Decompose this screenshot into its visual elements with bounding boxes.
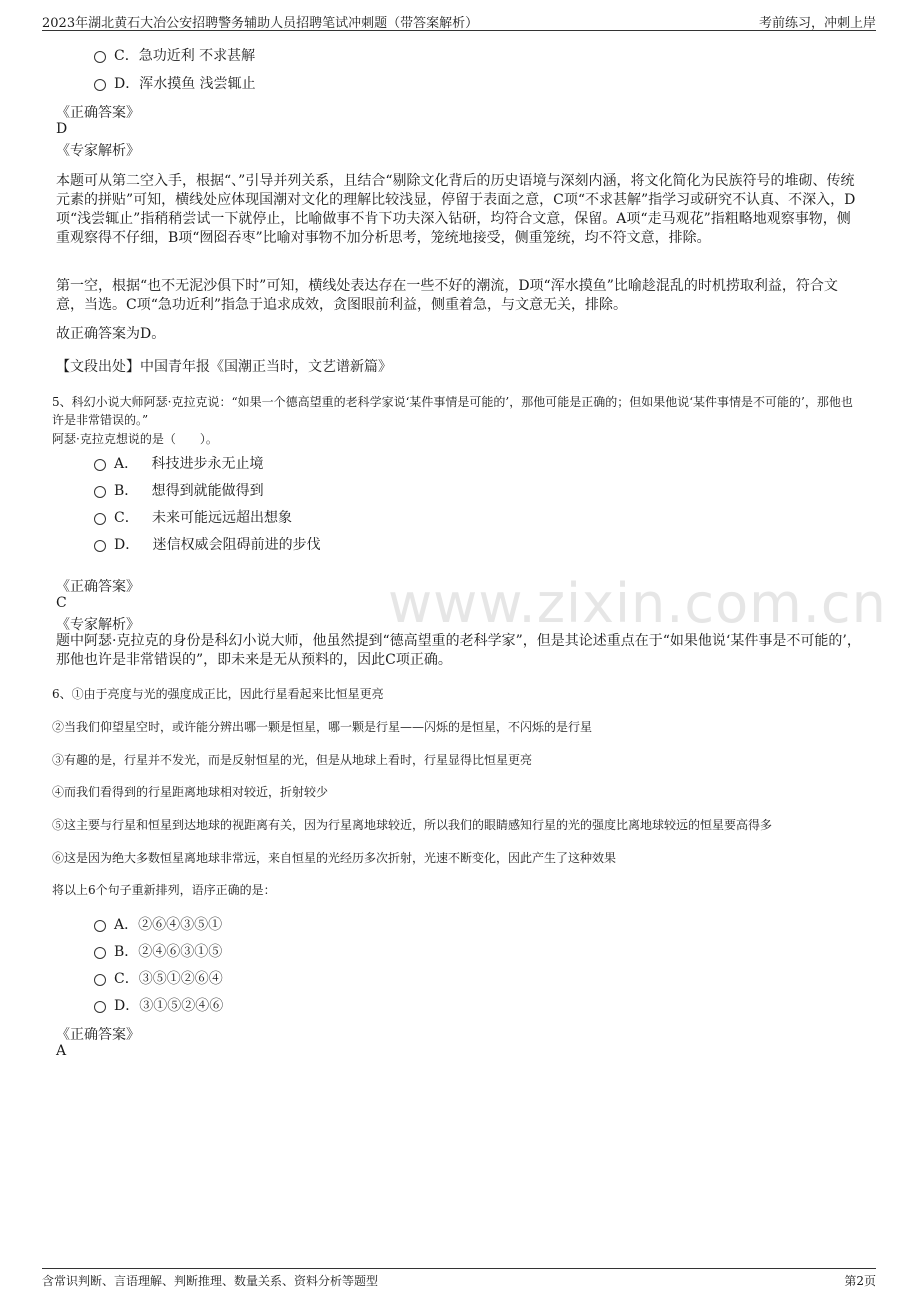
- q4-analysis-paragraph-1: 本题可从第二空入手，根据“、”引导并列关系，且结合“剔除文化背后的历史语境与深刻内涵，将文化简化为民族符号的堆砌、传统元素的拼贴”可知，横线处应体现国潮对文化的理解比较浅显，停留于表面之意，C项“不求甚解”指学习或研究不认真、不深入，D项“浅尝辄止”指稍稍尝试一下就停止，比喻做事不肯下功夫深入钻研，均符合文意，保留。A项“走马观花”指粗略地观察事物，侧重观察得不仔细，B项“囫囵吞枣”比喻对事物不加分析思考，笼统地接受，侧重笼统，均不符文意，排除。: [56, 173, 856, 246]
- watermark: www.zixin.com.cn: [388, 572, 887, 635]
- q6-sentence-2: ②当我们仰望星空时，或许能分辨出哪一颗是恒星，哪一颗是行星——闪烁的是恒星，不闪烁的是行星: [52, 720, 593, 734]
- q6-sentence-5: ⑤这主要与行星和恒星到达地球的视距离有关，因为行星离地球较近，所以我们的眼睛感知行星的光的强度比离地球较远的恒星要高得多: [52, 818, 773, 832]
- q6-sentence-4: ④而我们看得到的行星距离地球相对较近，折射较少: [52, 785, 329, 799]
- option-label: A． 科技进步永无止境: [114, 456, 264, 472]
- q6-sentence-1: 6、①由于亮度与光的强度成正比，因此行星看起来比恒星更亮: [52, 687, 384, 701]
- radio-icon[interactable]: [94, 974, 106, 986]
- radio-icon[interactable]: [94, 920, 106, 932]
- q4-analysis-paragraph-2: 第一空，根据“也不无泥沙俱下时”可知，横线处表达存在一些不好的潮流，D项“浑水摸鱼”比喻趁混乱的时机捞取利益，符合文意，当选。C项“急功近利”指急于追求成效，贪图眼前利益，侧重着急，与文意无关，排除。: [56, 278, 838, 313]
- q6-option-c[interactable]: [94, 968, 223, 988]
- radio-icon[interactable]: [94, 51, 106, 63]
- q5-analysis-label: 《专家解析》: [56, 617, 140, 633]
- footer-divider: [42, 1268, 876, 1269]
- q6-option-b[interactable]: [94, 941, 222, 961]
- q5-answer: C: [56, 595, 67, 611]
- q6-answer: A: [56, 1043, 67, 1059]
- q4-answer: D: [56, 121, 68, 137]
- document-title: 2023年湖北黄石大冶公安招聘警务辅助人员招聘笔试冲刺题（带答案解析）: [42, 16, 479, 31]
- option-label: D．浑水摸鱼 浅尝辄止: [114, 76, 256, 92]
- q5-stem: 5、科幻小说大师阿瑟·克拉克说：“如果一个德高望重的老科学家说‘某件事情是可能的’，那他可能是正确的；但如果他说‘某件事情是不可能的’，那他也许是非常错误的。”: [52, 395, 853, 427]
- q5-option-a[interactable]: [94, 453, 263, 473]
- option-label: D．③①⑤②④⑥: [114, 998, 224, 1014]
- option-label: C．③⑤①②⑥④: [114, 971, 223, 987]
- q6-option-d[interactable]: [94, 995, 223, 1015]
- q5-option-b[interactable]: [94, 480, 264, 500]
- q5-answer-label: 《正确答案》: [56, 579, 140, 595]
- radio-icon[interactable]: [94, 486, 106, 498]
- radio-icon[interactable]: [94, 947, 106, 959]
- page-number: 第2页: [844, 1274, 876, 1288]
- radio-icon[interactable]: [94, 540, 106, 552]
- q4-analysis-label: 《专家解析》: [56, 143, 140, 159]
- option-label: B．②④⑥③①⑤: [114, 944, 223, 960]
- q6-sentence-6: ⑥这是因为绝大多数恒星离地球非常远，来自恒星的光经历多次折射，光速不断变化，因此产生了这种效果: [52, 851, 617, 865]
- q4-answer-label: 《正确答案》: [56, 105, 140, 121]
- q5-analysis: 题中阿瑟·克拉克的身份是科幻小说大师，他虽然提到“德高望重的老科学家”，但是其论述重点在于“如果他说‘某件事是不可能的’，那他也许是非常错误的”，即未来是无从预料的，因此C项正确。: [56, 633, 861, 668]
- q5-option-c[interactable]: [94, 507, 292, 527]
- header-slogan: 考前练习，冲刺上岸: [758, 16, 876, 31]
- q6-answer-label: 《正确答案》: [56, 1027, 140, 1043]
- option-label: D． 迷信权威会阻碍前进的步伐: [114, 537, 321, 553]
- header-divider: [42, 30, 876, 31]
- footer-topics: 含常识判断、言语理解、判断推理、数量关系、资料分析等题型: [42, 1274, 379, 1288]
- radio-icon[interactable]: [94, 79, 106, 91]
- q4-analysis-conclusion: 故正确答案为D。: [56, 326, 166, 342]
- q6-sentence-3: ③有趣的是，行星并不发光，而是反射恒星的光，但是从地球上看时，行星显得比恒星更亮: [52, 753, 533, 767]
- q4-option-d[interactable]: [94, 73, 256, 93]
- option-label: A．②⑥④③⑤①: [114, 917, 223, 933]
- radio-icon[interactable]: [94, 513, 106, 525]
- radio-icon[interactable]: [94, 1001, 106, 1013]
- radio-icon[interactable]: [94, 459, 106, 471]
- q6-prompt: 将以上6个句子重新排列，语序正确的是：: [52, 883, 276, 897]
- q4-source: 【文段出处】中国青年报《国潮正当时，文艺谱新篇》: [56, 359, 392, 375]
- option-label: C．急功近利 不求甚解: [114, 48, 256, 64]
- option-label: B． 想得到就能做得到: [114, 483, 264, 499]
- q6-option-a[interactable]: [94, 914, 222, 934]
- q5-option-d[interactable]: [94, 534, 321, 554]
- q4-option-c[interactable]: [94, 45, 255, 65]
- q5-question: 阿瑟·克拉克想说的是（ ）。: [52, 432, 218, 446]
- option-label: C． 未来可能远远超出想象: [114, 510, 293, 526]
